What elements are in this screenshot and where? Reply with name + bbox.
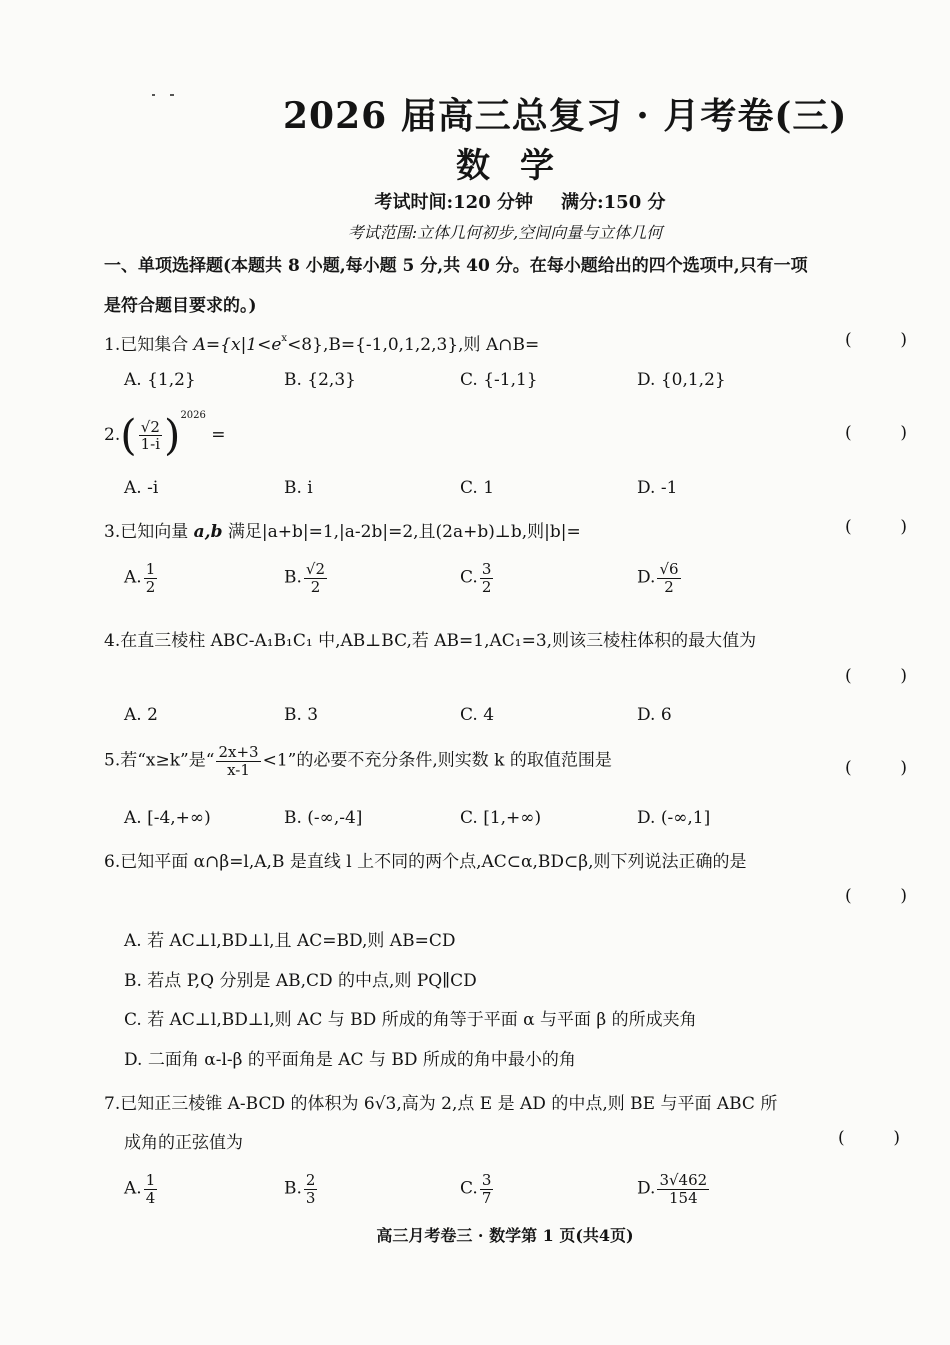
page-footer: 高三月考卷三 · 数学第 1 页(共4页) xyxy=(376,1226,634,1245)
q7-option-c: C. $\frac{3}{7}$ xyxy=(460,1171,492,1207)
q3-option-d: D. $\frac{√6}{2}$ xyxy=(637,560,679,596)
question-6: 6.已知平面 α∩β=l,A,B 是直线 l 上不同的两个点,AC⊂α,BD⊂β,则下列说法正确的是 xyxy=(104,852,747,872)
q3-option-a: A. $\frac{1}{2}$ xyxy=(124,560,156,596)
answer-paren-3[interactable]: ( ) xyxy=(845,517,907,537)
answer-paren-4[interactable]: ( ) xyxy=(845,666,907,686)
q5-option-b: B. (-∞,-4] xyxy=(284,808,363,828)
answer-paren-7[interactable]: ( ) xyxy=(838,1128,900,1148)
q7-option-a: A. $\frac{1}{4}$ xyxy=(124,1171,156,1207)
exam-title: 2026 届高三总复习 · 月考卷(三) xyxy=(283,95,848,137)
exam-time: 考试时间:120 分钟 xyxy=(374,192,533,213)
q5-fraction: $\frac{2x+3}{x-1}$ xyxy=(218,743,259,779)
q5-option-d: D. (-∞,1] xyxy=(637,808,711,828)
question-3: 3.已知向量 a,b 满足|a+b|=1,|a-2b|=2,且(2a+b)⊥b,则|b|= xyxy=(104,522,581,542)
q1-option-b: B. {2,3} xyxy=(284,370,356,390)
q2-option-c: C. 1 xyxy=(460,478,495,498)
question-1: 1.已知集合 $A=\{x|1<e^x<8\},B=\{-1,0,1,2,3\}$,则 A∩B= xyxy=(104,333,540,355)
q1-option-c: C. {-1,1} xyxy=(460,370,538,390)
q1-option-a: A. {1,2} xyxy=(124,370,196,390)
section-heading-line1: 一、单项选择题(本题共 8 小题,每小题 5 分,共 40 分。在每小题给出的四个选项中,只有一项 xyxy=(104,256,808,276)
q7-option-b: B. $\frac{2}{3}$ xyxy=(284,1171,316,1207)
q6-option-a: A. 若 AC⊥l,BD⊥l,且 AC=BD,则 AB=CD xyxy=(124,931,456,951)
answer-paren-1[interactable]: ( ) xyxy=(845,330,907,350)
q2-fraction: $\frac{√2}{1-i}$ xyxy=(140,417,161,453)
q6-option-d: D. 二面角 α-l-β 的平面角是 AC 与 BD 所成的角中最小的角 xyxy=(124,1050,576,1070)
answer-paren-2[interactable]: ( ) xyxy=(845,423,907,443)
answer-paren-5[interactable]: ( ) xyxy=(845,758,907,778)
q5-option-c: C. [1,+∞) xyxy=(460,808,542,828)
full-score: 满分:150 分 xyxy=(561,192,666,213)
question-2: 2.( $\frac{√2}{1-i}$ )$^{2026}$ = xyxy=(104,410,226,460)
q2-option-a: A. -i xyxy=(124,478,159,498)
question-4: 4.在直三棱柱 ABC-A₁B₁C₁ 中,AB⊥BC,若 AB=1,AC₁=3,则该三棱柱体积的最大值为 xyxy=(104,631,757,651)
q1-option-d: D. {0,1,2} xyxy=(637,370,726,390)
q4-option-c: C. 4 xyxy=(460,705,495,725)
section-heading-line2: 是符合题目要求的。) xyxy=(104,296,257,316)
q5-option-a: A. [-4,+∞) xyxy=(124,808,211,828)
subject-title: 数学 xyxy=(456,146,584,186)
q4-option-a: A. 2 xyxy=(124,705,158,725)
question-7-line1: 7.已知正三棱锥 A-BCD 的体积为 6√3,高为 2,点 E 是 AD 的中点,则 BE 与平面 ABC 所 xyxy=(104,1094,778,1114)
q4-option-b: B. 3 xyxy=(284,705,319,725)
q2-option-b: B. i xyxy=(284,478,313,498)
question-5: 5.若“x≥k”是“ $\frac{2x+3}{x-1}$ <1”的必要不充分条件,则实数 k 的取值范围是 xyxy=(104,743,612,779)
q2-option-d: D. -1 xyxy=(637,478,678,498)
q3-option-c: C. $\frac{3}{2}$ xyxy=(460,560,492,596)
exam-meta xyxy=(0,188,950,214)
q7-option-d: D. $\frac{3√462}{154}$ xyxy=(637,1171,708,1207)
q4-option-d: D. 6 xyxy=(637,705,672,725)
q6-option-b: B. 若点 P,Q 分别是 AB,CD 的中点,则 PQ∥CD xyxy=(124,971,477,991)
question-7-line2: 成角的正弦值为 xyxy=(124,1133,243,1153)
q3-option-b: B. $\frac{√2}{2}$ xyxy=(284,560,326,596)
scan-speck xyxy=(152,94,176,96)
exam-scope: 考试范围:立体几何初步,空间向量与立体几何 xyxy=(347,223,663,242)
q6-option-c: C. 若 AC⊥l,BD⊥l,则 AC 与 BD 所成的角等于平面 α 与平面 β 的所成夹角 xyxy=(124,1010,697,1030)
answer-paren-6[interactable]: ( ) xyxy=(845,886,907,906)
